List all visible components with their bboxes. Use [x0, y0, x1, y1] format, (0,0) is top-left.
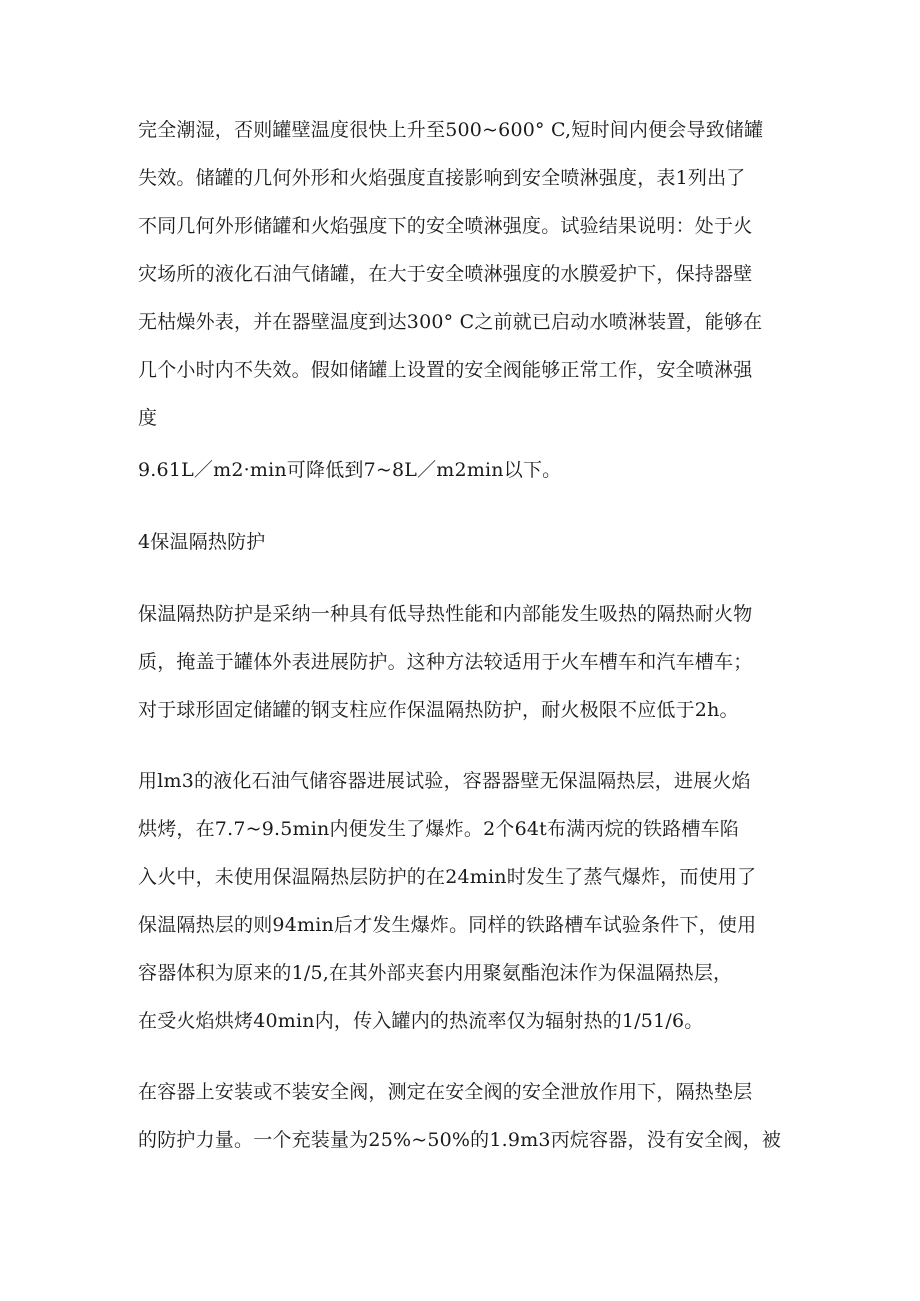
paragraph-3-line-4: 保温隔热层的则94min后才发生爆炸。同样的铁路槽车试验条件下，使用 [138, 914, 757, 936]
paragraph-2-line-2: 质，掩盖于罐体外表进展防护。这种方法较适用于火车槽车和汽车槽车； [138, 651, 753, 673]
paragraph-1-line-1: 完全潮湿，否则罐壁温度很快上升至500~600° C,短时间内便会导致储罐 [138, 119, 764, 141]
paragraph-4-line-2: 的防护力量。一个充装量为25%~50%的1.9m3丙烷容器，没有安全阀，被 [138, 1129, 782, 1151]
paragraph-2-line-1: 保温隔热防护是采纳一种具有低导热性能和内部能发生吸热的隔热耐火物 [138, 603, 753, 625]
paragraph-3-line-6: 在受火焰烘烤40min内，传入罐内的热流率仅为辐射热的1/51/6。 [138, 1010, 704, 1032]
paragraph-1-line-8: 9.61L／m2·min可降低到7~8L／m2min以下。 [138, 459, 562, 481]
paragraph-1-line-2: 失效。储罐的几何外形和火焰强度直接影响到安全喷淋强度，表1列出了 [138, 167, 746, 189]
paragraph-3-line-1: 用lm3的液化石油气储容器进展试验，容器器壁无保温隔热层，进展火焰 [138, 770, 751, 792]
paragraph-1-line-7: 度 [138, 407, 158, 429]
paragraph-3-line-5: 容器体积为原来的1/5,在其外部夹套内用聚氨酯泡沫作为保温隔热层， [138, 962, 733, 984]
paragraph-3-line-2: 烘烤，在7.7~9.5min内便发生了爆炸。2个64t布满丙烷的铁路槽车陷 [138, 818, 739, 840]
paragraph-1-line-6: 几个小时内不失效。假如储罐上设置的安全阀能够正常工作，安全喷淋强 [138, 359, 753, 381]
paragraph-2-line-3: 对于球形固定储罐的钢支柱应作保温隔热防护，耐火极限不应低于2h。 [138, 699, 739, 721]
paragraph-4-line-1: 在容器上安装或不装安全阀，测定在安全阀的安全泄放作用下，隔热垫层 [138, 1081, 753, 1103]
paragraph-3-line-3: 入火中，未使用保温隔热层防护的在24min时发生了蒸气爆炸，而使用了 [138, 866, 757, 888]
paragraph-1-line-3: 不同几何外形储罐和火焰强度下的安全喷淋强度。试验结果说明：处于火 [138, 215, 753, 237]
paragraph-1-line-4: 灾场所的液化石油气储罐，在大于安全喷淋强度的水膜爱护下，保持器壁 [138, 263, 753, 285]
section-heading: 4保温隔热防护 [138, 531, 266, 553]
paragraph-1-line-5: 无枯燥外表，并在器壁温度到达300° C之前就已启动水喷淋装置，能够在 [138, 311, 763, 333]
